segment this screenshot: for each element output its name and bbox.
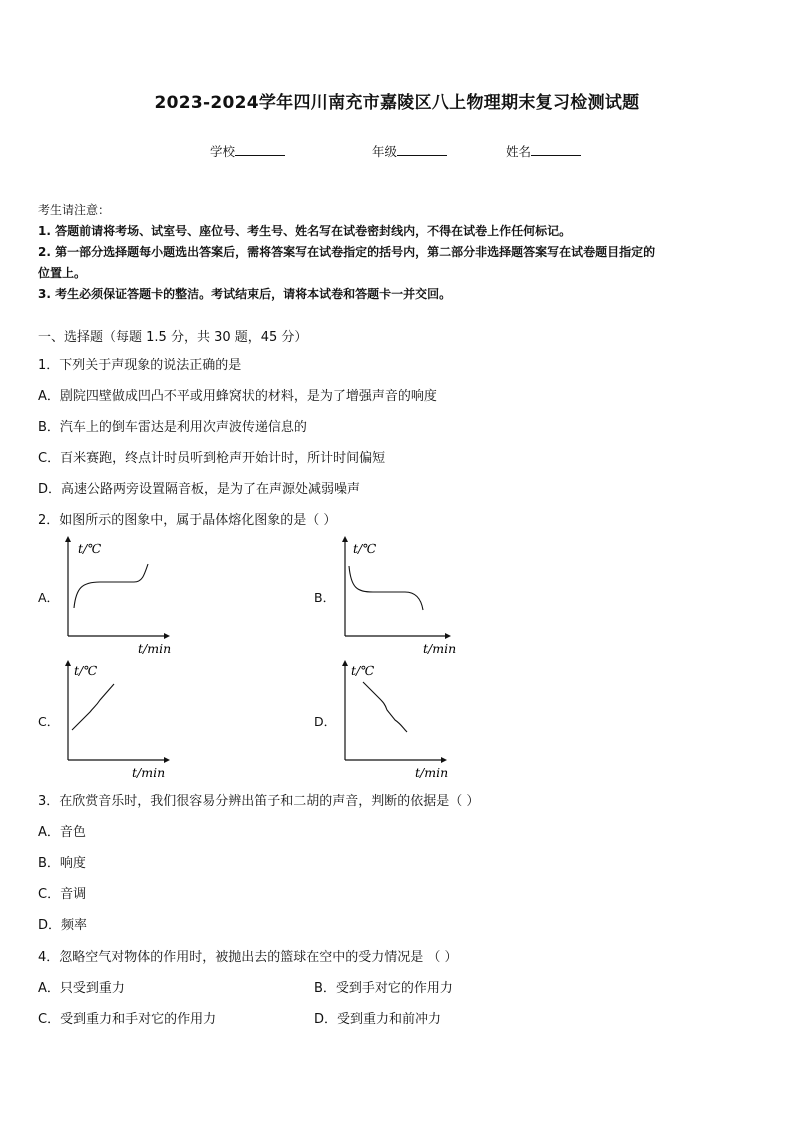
notice-item: 2. 第一部分选择题每小题选出答案后，需将答案写在试卷指定的括号内，第二部分非选择题答案写在试卷题目指定的 <box>38 245 656 259</box>
notice-item: 1. 答题前请将考场、试室号、座位号、考生号、姓名写在试卷密封线内，不得在试卷上作任何标记。 <box>38 224 572 238</box>
school-blank <box>235 142 285 156</box>
notice-item: 位置上。 <box>38 266 87 280</box>
x-axis-label: t/min <box>423 641 457 656</box>
y-axis-label: t/℃ <box>78 541 102 556</box>
option-b: B．受到手对它的作用力 <box>314 981 453 996</box>
page-title: 2023-2024学年四川南充市嘉陵区八上物理期末复习检测试题 <box>154 93 640 113</box>
graph-c-label: C． <box>38 714 60 729</box>
y-axis-label: t/℃ <box>351 663 375 678</box>
y-arrow <box>342 660 348 666</box>
option-a: A．音色 <box>38 825 86 840</box>
x-axis-label: t/min <box>138 641 172 656</box>
graph-b-label: B． <box>314 590 336 605</box>
graph-a-label: A． <box>38 590 60 605</box>
graph-a <box>56 536 176 660</box>
name-label: 姓名 <box>506 144 532 159</box>
x-arrow <box>164 757 170 763</box>
option-b: B．响度 <box>38 856 86 871</box>
y-arrow <box>65 536 71 542</box>
graph-c <box>56 660 176 784</box>
x-arrow <box>164 633 170 639</box>
graph-curve <box>363 682 407 732</box>
option-d: D．高速公路两旁设置隔音板，是为了在声源处减弱噪声 <box>38 482 361 497</box>
option-d: D．频率 <box>38 918 88 933</box>
graph-b <box>333 536 457 660</box>
graph-curve <box>72 684 114 730</box>
graph-d <box>333 660 457 784</box>
x-arrow <box>441 757 447 763</box>
x-arrow <box>445 633 451 639</box>
question-stem: 3．在欣赏音乐时，我们很容易分辨出笛子和二胡的声音，判断的依据是（ ） <box>38 794 480 809</box>
option-a: A．只受到重力 <box>38 981 125 996</box>
question-stem: 1．下列关于声现象的说法正确的是 <box>38 358 242 373</box>
graph-d-label: D． <box>314 714 337 729</box>
school-label: 学校 <box>210 144 236 159</box>
y-axis-label: t/℃ <box>74 663 98 678</box>
y-arrow <box>342 536 348 542</box>
school-field <box>210 142 285 160</box>
question-stem: 2．如图所示的图象中，属于晶体熔化图象的是（ ） <box>38 513 337 528</box>
option-c: C．受到重力和手对它的作用力 <box>38 1012 217 1027</box>
option-c: C．百米赛跑，终点计时员听到枪声开始计时，所计时间偏短 <box>38 451 386 466</box>
name-field <box>506 142 581 160</box>
graph-curve <box>349 566 423 610</box>
name-blank <box>531 142 581 156</box>
notice-item: 3. 考生必须保证答题卡的整洁。考试结束后，请将本试卷和答题卡一并交回。 <box>38 287 452 301</box>
grade-label: 年级 <box>372 144 398 159</box>
grade-field <box>372 142 447 160</box>
x-axis-label: t/min <box>415 765 449 780</box>
notice-heading: 考生请注意： <box>38 203 111 217</box>
section-heading: 一、选择题（每题 1.5 分，共 30 题，45 分） <box>38 330 308 345</box>
y-arrow <box>65 660 71 666</box>
y-axis-label: t/℃ <box>353 541 377 556</box>
option-d: D．受到重力和前冲力 <box>314 1012 442 1027</box>
option-c: C．音调 <box>38 887 87 902</box>
option-a: A．剧院四壁做成凹凸不平或用蜂窝状的材料，是为了增强声音的响度 <box>38 389 437 404</box>
option-b: B．汽车上的倒车雷达是利用次声波传递信息的 <box>38 420 307 435</box>
question-stem: 4．忽略空气对物体的作用时，被抛出去的篮球在空中的受力情况是 （ ） <box>38 950 458 965</box>
x-axis-label: t/min <box>132 765 166 780</box>
graph-curve <box>74 564 148 608</box>
grade-blank <box>397 142 447 156</box>
